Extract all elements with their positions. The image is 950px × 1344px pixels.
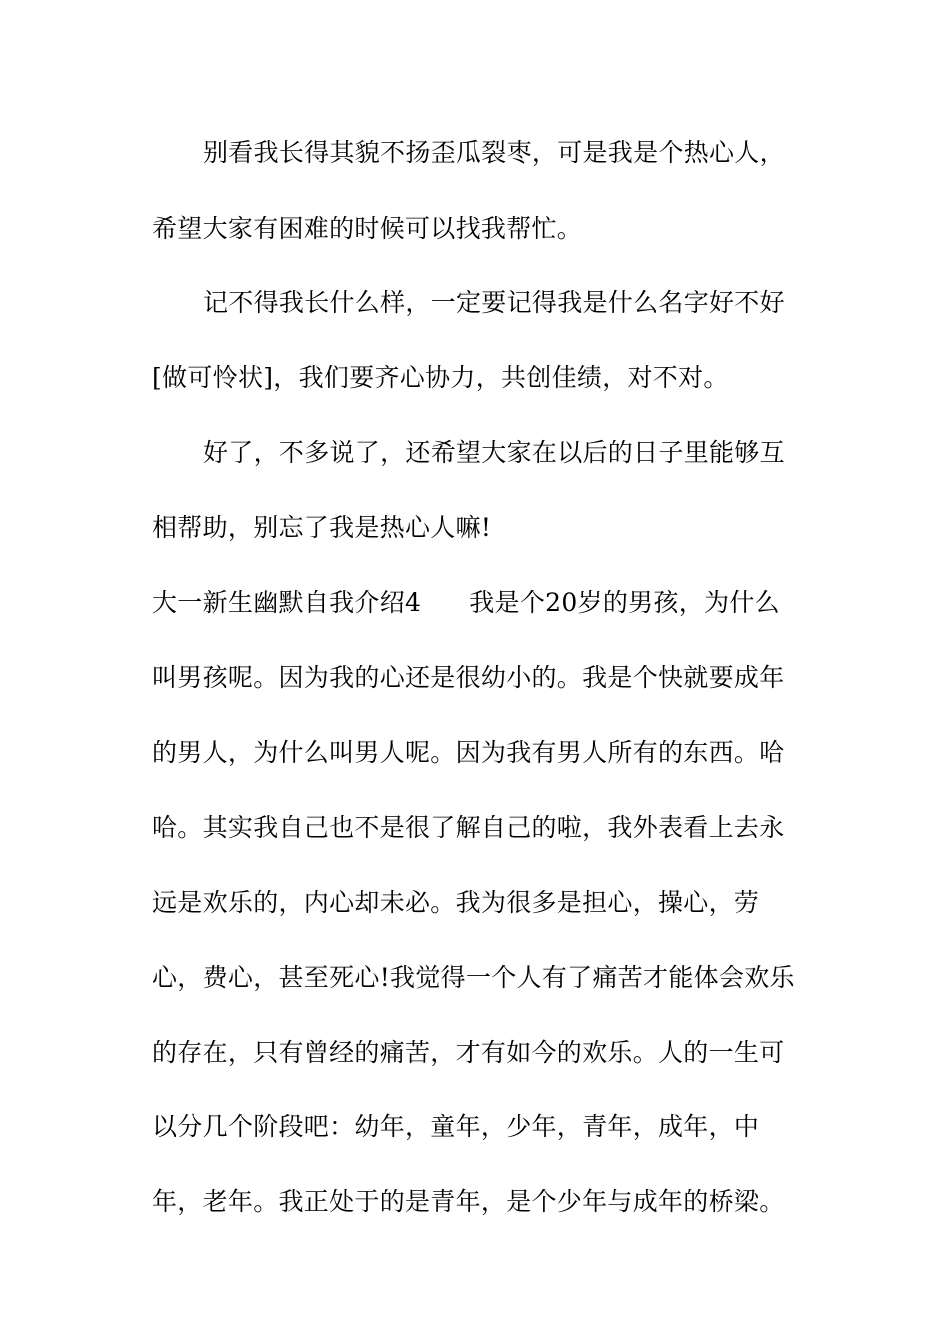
section-line-3: 的男人，为什么叫男人呢。因为我有男人所有的东西。哈 [152,738,785,767]
section-line-7: 的存在，只有曾经的痛苦，才有如今的欢乐。人的一生可 [152,1038,785,1067]
section-heading: 大一新生幽默自我介绍4 [152,588,422,617]
paragraph-3-line-2: 相帮助，别忘了我是热心人嘛! [152,513,492,542]
paragraph-1-line-1: 别看我长得其貌不扬歪瓜裂枣，可是我是个热心人， [203,138,785,167]
section-heading-line [152,586,780,620]
paragraph-2-line-1: 记不得我长什么样，一定要记得我是什么名字好不好 [203,288,785,317]
section-line-1: 我是个20岁的男孩，为什么 [469,588,780,617]
section-line-4: 哈。其实我自己也不是很了解自己的啦，我外表看上去永 [152,813,785,842]
paragraph-2-line-2: [做可怜状]，我们要齐心协力，共创佳绩，对不对。 [152,363,729,392]
section-line-9: 年，老年。我正处于的是青年，是个少年与成年的桥梁。 [152,1187,785,1216]
section-line-6: 心，费心，甚至死心!我觉得一个人有了痛苦才能体会欢乐 [152,963,795,992]
paragraph-3-line-1: 好了，不多说了，还希望大家在以后的日子里能够互 [203,438,785,467]
paragraph-1-line-2: 希望大家有困难的时候可以找我帮忙。 [152,214,583,243]
section-line-2: 叫男孩呢。因为我的心还是很幼小的。我是个快就要成年 [152,663,785,692]
section-line-8: 以分几个阶段吧：幼年，童年，少年，青年，成年，中 [152,1112,760,1141]
section-line-5: 远是欢乐的，内心却未必。我为很多是担心，操心，劳 [152,888,760,917]
